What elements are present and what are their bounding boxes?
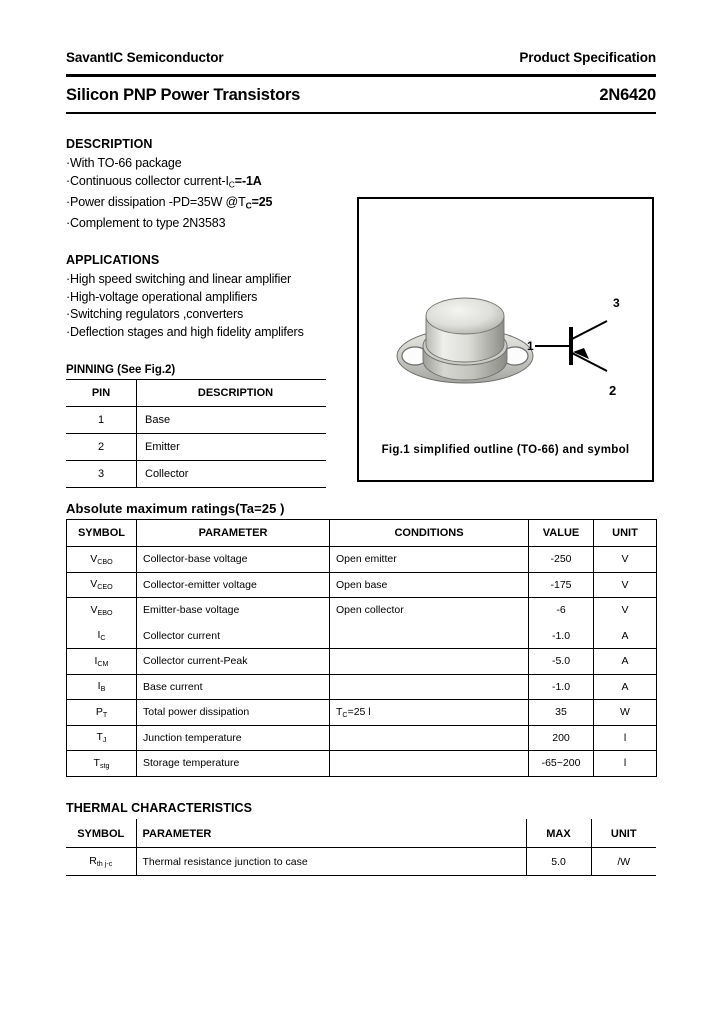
table-row [67,623,657,649]
applications-item-3: ·Deflection stages and high fidelity amplifers [66,324,304,339]
pinning-header-row [66,380,326,407]
company-name: SavantIC Semiconductor [66,50,224,65]
description-item-0: ·With TO-66 package [66,156,182,170]
applications-list [66,271,304,341]
rating-value: -1.0 [529,674,594,700]
thermal-col-unit: UNIT [591,820,656,848]
rating-unit: W [594,700,657,726]
applications-item-0: ·High speed switching and linear amplifier [66,272,292,286]
rating-symbol: $I_B$ [67,674,137,700]
ratings-col-symbol: SYMBOL [67,520,137,547]
symbol-label-emitter: 2 [609,383,617,398]
thermal-symbol: $R_{th j-c}$ [66,848,136,876]
rating-symbol: $T_{stg}$ [67,751,137,777]
symbol-label-collector: 3 [613,296,620,310]
rating-symbol: $V_{CBO}$ [67,547,137,573]
description-item-3: ·Complement to type 2N3583 [66,215,226,230]
rating-value: -250 [529,547,594,573]
page-header [66,50,656,65]
pin-number: 1 [66,407,137,434]
rating-symbol: $V_{CEO}$ [67,572,137,598]
rating-parameter: Collector-base voltage [137,547,330,573]
figure-panel [357,197,654,482]
table-row [66,461,326,488]
pinning-col-desc: DESCRIPTION [137,380,327,407]
rating-parameter: Total power dissipation [137,700,330,726]
rating-value: -1.0 [529,623,594,649]
rating-unit: V [594,572,657,598]
absolute-maximum-ratings-table [66,519,657,777]
pin-description: Emitter [137,434,327,461]
rating-conditions: Open collector [330,598,529,624]
applications-heading: APPLICATIONS [66,253,160,267]
description-item-2: ·Power dissipation -PD=35W $@T_C=25$ [66,194,273,210]
table-row [66,848,656,876]
rating-parameter: Collector-emitter voltage [137,572,330,598]
title-bar [66,86,656,105]
thermal-parameter: Thermal resistance junction to case [136,848,526,876]
rating-conditions: $T_C=25$ l [330,700,529,726]
thermal-col-parameter: PARAMETER [136,820,526,848]
rating-value: -5.0 [529,649,594,675]
rating-symbol: $I_{CM}$ [67,649,137,675]
description-list [66,155,272,232]
symbol-label-base: 1 [527,339,534,353]
pin-number: 3 [66,461,137,488]
pinning-table [66,379,326,488]
table-row [66,407,326,434]
rating-symbol: $P_T$ [67,700,137,726]
page-title: Silicon PNP Power Transistors [66,86,301,104]
applications-item-2: ·Switching regulators ,converters [66,307,244,322]
rating-unit: A [594,674,657,700]
ratings-col-value: VALUE [529,520,594,547]
rating-value: 35 [529,700,594,726]
rating-parameter: Storage temperature [137,751,330,777]
rating-value: -6 [529,598,594,624]
figure-caption: Fig.1 simplified outline (TO-66) and symbol [381,444,630,456]
to66-package-image [395,294,535,399]
table-row [67,572,657,598]
rating-parameter: Junction temperature [137,725,330,751]
pinning-col-pin: PIN [66,380,137,407]
rating-value: -175 [529,572,594,598]
pin-description: Base [137,407,327,434]
table-row [67,725,657,751]
ratings-col-parameter: PARAMETER [137,520,330,547]
rating-unit: A [594,623,657,649]
pnp-transistor-symbol [527,291,637,401]
rating-conditions [330,725,529,751]
rating-symbol: $I_C$ [67,623,137,649]
rating-unit: l [594,751,657,777]
thermal-characteristics-table [66,819,656,876]
table-row [67,547,657,573]
rating-symbol: $V_{EBO}$ [67,598,137,624]
description-item-1: ·Continuous collector current-$I_C=-1A$ [66,173,262,189]
thermal-unit: /W [591,848,656,876]
rating-value: -65~200 [529,751,594,777]
applications-item-1: ·High-voltage operational amplifiers [66,289,258,304]
description-heading: DESCRIPTION [66,137,153,151]
rating-unit: A [594,649,657,675]
table-row [67,700,657,726]
table-row [67,598,657,624]
pin-number: 2 [66,434,137,461]
ratings-col-conditions: CONDITIONS [330,520,529,547]
rating-conditions [330,674,529,700]
rating-value: 200 [529,725,594,751]
header-rule-bottom [66,112,656,114]
ratings-col-unit: UNIT [594,520,657,547]
rating-unit: V [594,598,657,624]
part-number: 2N6420 [599,86,656,104]
rating-unit: l [594,725,657,751]
thermal-col-symbol: SYMBOL [66,820,136,848]
rating-conditions: Open base [330,572,529,598]
thermal-heading: THERMAL CHARACTERISTICS [66,801,253,815]
rating-conditions [330,649,529,675]
pinning-caption: PINNING (See Fig.2) [66,364,176,376]
table-row [67,649,657,675]
rating-symbol: $T_J$ [67,725,137,751]
document-type: Product Specification [519,50,656,65]
rating-conditions [330,751,529,777]
rating-parameter: Emitter-base voltage [137,598,330,624]
header-rule-top [66,74,656,77]
rating-conditions [330,623,529,649]
ratings-header-row [67,520,657,547]
pin-description: Collector [137,461,327,488]
table-row [67,751,657,777]
rating-parameter: Collector current-Peak [137,649,330,675]
table-row [66,434,326,461]
ratings-caption: Absolute maximum ratings(Ta=25 ) [66,501,285,516]
thermal-header-row [66,820,656,848]
thermal-col-max: MAX [526,820,591,848]
thermal-max: 5.0 [526,848,591,876]
rating-conditions: Open emitter [330,547,529,573]
rating-parameter: Collector current [137,623,330,649]
table-row [67,674,657,700]
rating-parameter: Base current [137,674,330,700]
rating-unit: V [594,547,657,573]
